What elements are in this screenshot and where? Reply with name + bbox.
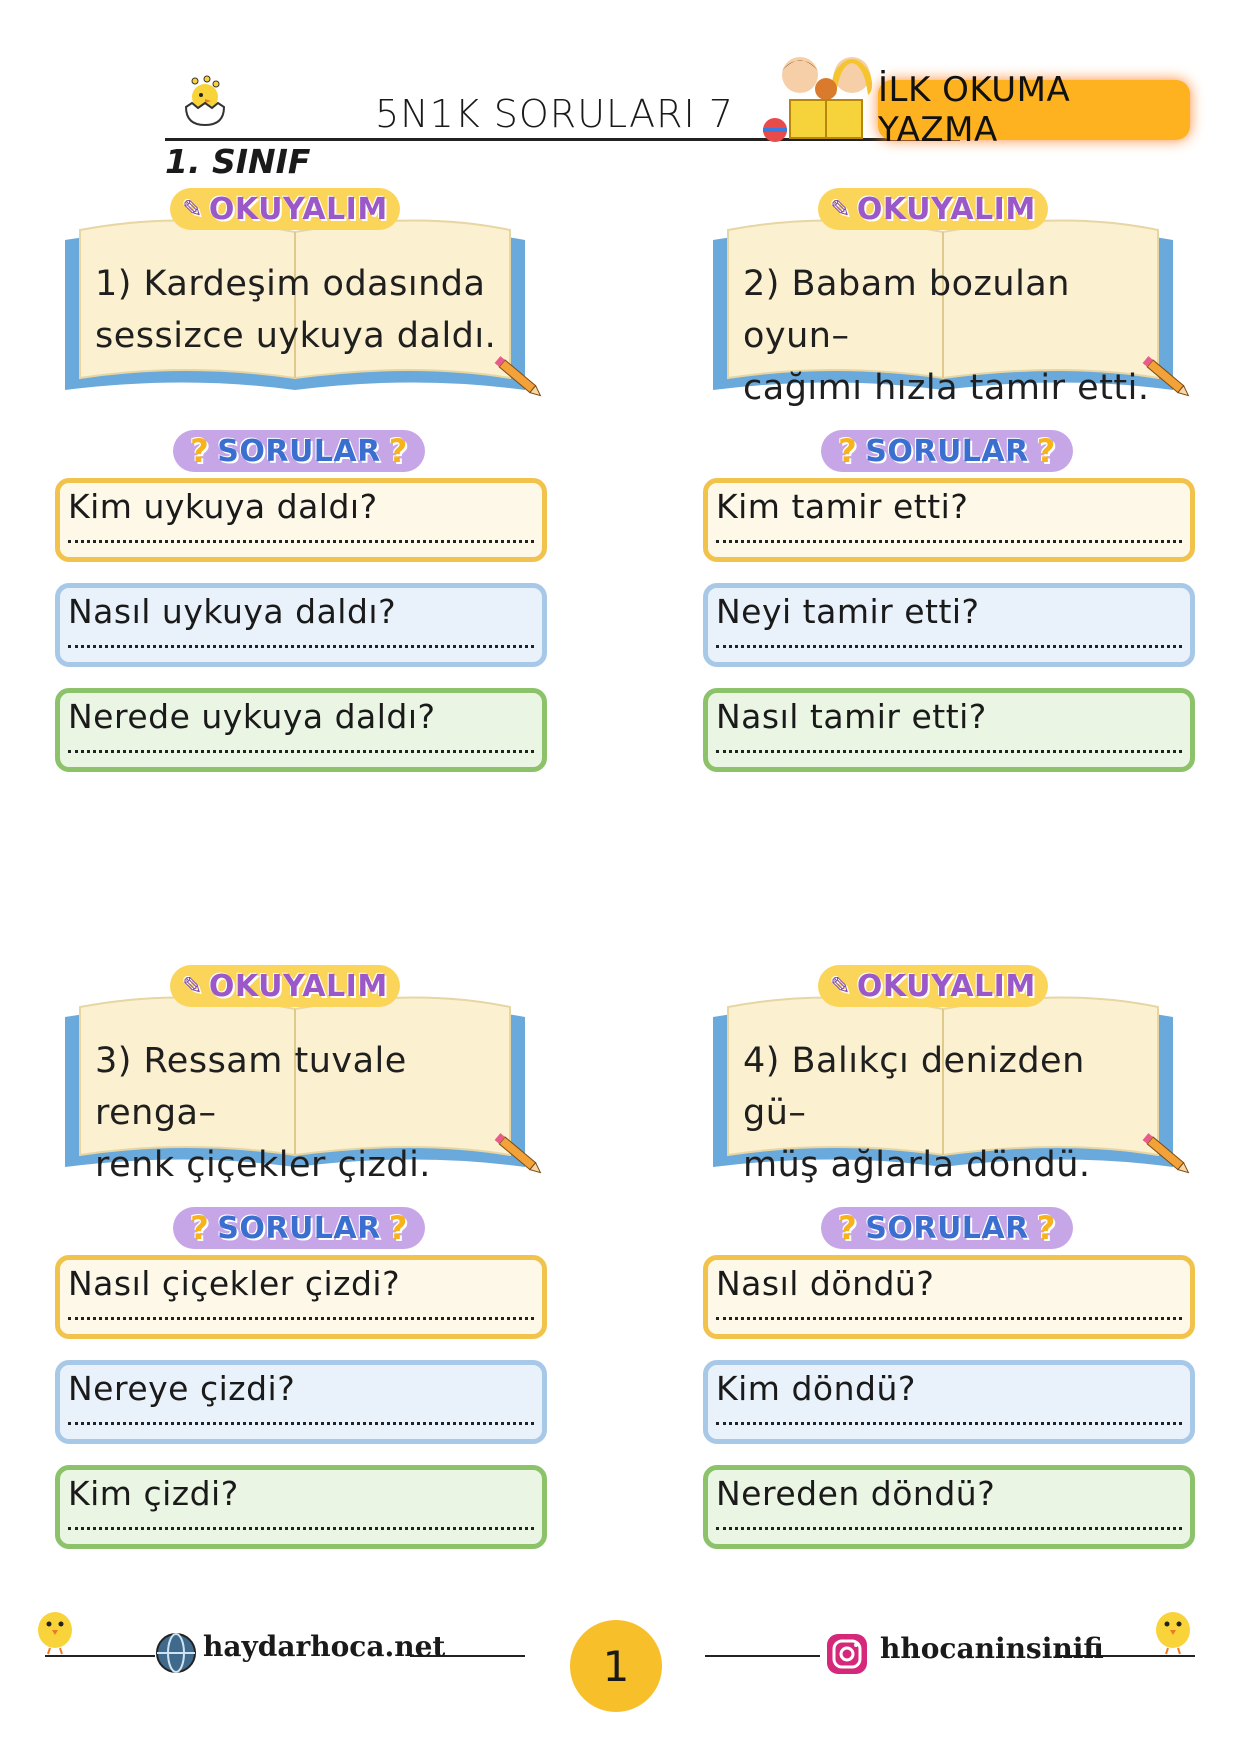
reading-section-2: [703, 188, 1241, 828]
page-number: 1: [570, 1620, 662, 1712]
reading-section-4: [703, 965, 1241, 1605]
open-book-illustration: [55, 987, 555, 1187]
reading-text: 3) Ressam tuvale renga– renk çiçekler çizdi.: [95, 1041, 431, 1185]
question-mark-icon: ?: [838, 432, 858, 470]
reading-section-3: [55, 965, 615, 1605]
question-text: Kim döndü?: [716, 1369, 916, 1408]
instagram-handle[interactable]: hhocaninsinifi: [880, 1632, 1104, 1665]
question-text: Nasıl tamir etti?: [716, 697, 987, 736]
answer-line[interactable]: [68, 750, 534, 753]
answer-box[interactable]: [55, 1360, 547, 1444]
okuyalim-label: ✎ OKUYALIM: [818, 188, 1048, 230]
answer-line[interactable]: [68, 645, 534, 648]
answer-box[interactable]: [55, 688, 547, 772]
question-text: Nasıl döndü?: [716, 1264, 935, 1303]
sorular-label: ? SORULAR ?: [173, 430, 425, 472]
reading-text: 2) Babam bozulan oyun– cağımı hızla tamir etti.: [743, 264, 1150, 408]
question-text: Neyi tamir etti?: [716, 592, 980, 631]
question-text: Nereden döndü?: [716, 1474, 996, 1513]
answer-box[interactable]: [55, 1465, 547, 1549]
reading-section-1: [55, 188, 615, 828]
kids-reading-illustration: [760, 45, 890, 149]
answer-line[interactable]: [716, 1527, 1182, 1530]
answer-line[interactable]: [716, 540, 1182, 543]
globe-icon: [155, 1632, 197, 1678]
answer-line[interactable]: [716, 645, 1182, 648]
reading-text: 4) Balıkçı denizden gü– müş ağlarla döndü.: [743, 1041, 1091, 1185]
question-mark-icon: ?: [388, 1209, 408, 1247]
open-book-illustration: [703, 210, 1203, 410]
answer-box[interactable]: [703, 1360, 1195, 1444]
question-mark-icon: ?: [1036, 1209, 1056, 1247]
pencil-icon: ✎: [182, 972, 203, 1000]
question-mark-icon: ?: [838, 1209, 858, 1247]
chick-icon: [1148, 1600, 1198, 1659]
open-book-illustration: [703, 987, 1203, 1187]
pencil-icon: ✎: [182, 195, 203, 223]
answer-box[interactable]: [55, 1255, 547, 1339]
pencil-icon: ✎: [830, 972, 851, 1000]
question-text: Kim tamir etti?: [716, 487, 969, 526]
sorular-label: ? SORULAR ?: [173, 1207, 425, 1249]
answer-line[interactable]: [68, 1317, 534, 1320]
question-text: Nerede uykuya daldı?: [68, 697, 436, 736]
answer-line[interactable]: [68, 1527, 534, 1530]
answer-box[interactable]: [55, 583, 547, 667]
chick-icon: [30, 1600, 80, 1659]
answer-line[interactable]: [68, 1422, 534, 1425]
sorular-label: ? SORULAR ?: [821, 430, 1073, 472]
answer-box[interactable]: [703, 478, 1195, 562]
answer-line[interactable]: [716, 1317, 1182, 1320]
okuyalim-label: ✎ OKUYALIM: [818, 965, 1048, 1007]
page-title: 5N1K SORULARI 7: [375, 92, 734, 136]
brand-tag: İLK OKUMA YAZMA: [878, 80, 1190, 140]
question-mark-icon: ?: [190, 1209, 210, 1247]
question-mark-icon: ?: [190, 432, 210, 470]
instagram-icon: [825, 1632, 869, 1680]
answer-line[interactable]: [716, 1422, 1182, 1425]
question-text: Nereye çizdi?: [68, 1369, 296, 1408]
question-text: Nasıl çiçekler çizdi?: [68, 1264, 401, 1303]
reading-text: 1) Kardeşim odasında sessizce uykuya daldı.: [95, 264, 497, 356]
question-mark-icon: ?: [1036, 432, 1056, 470]
sorular-label: ? SORULAR ?: [821, 1207, 1073, 1249]
okuyalim-label: ✎ OKUYALIM: [170, 965, 400, 1007]
answer-line[interactable]: [716, 750, 1182, 753]
question-mark-icon: ?: [388, 432, 408, 470]
answer-line[interactable]: [68, 540, 534, 543]
okuyalim-label: ✎ OKUYALIM: [170, 188, 400, 230]
answer-box[interactable]: [703, 688, 1195, 772]
question-text: Kim çizdi?: [68, 1474, 239, 1513]
answer-box[interactable]: [55, 478, 547, 562]
open-book-illustration: [55, 210, 555, 410]
answer-box[interactable]: [703, 1255, 1195, 1339]
question-text: Kim uykuya daldı?: [68, 487, 378, 526]
question-text: Nasıl uykuya daldı?: [68, 592, 397, 631]
website-link[interactable]: haydarhoca.net: [203, 1630, 446, 1663]
answer-box[interactable]: [703, 583, 1195, 667]
pencil-icon: ✎: [830, 195, 851, 223]
footer-divider-right: [705, 1655, 820, 1657]
answer-box[interactable]: [703, 1465, 1195, 1549]
grade-label: 1. SINIF: [165, 142, 311, 181]
chick-egg-icon: [180, 75, 230, 134]
